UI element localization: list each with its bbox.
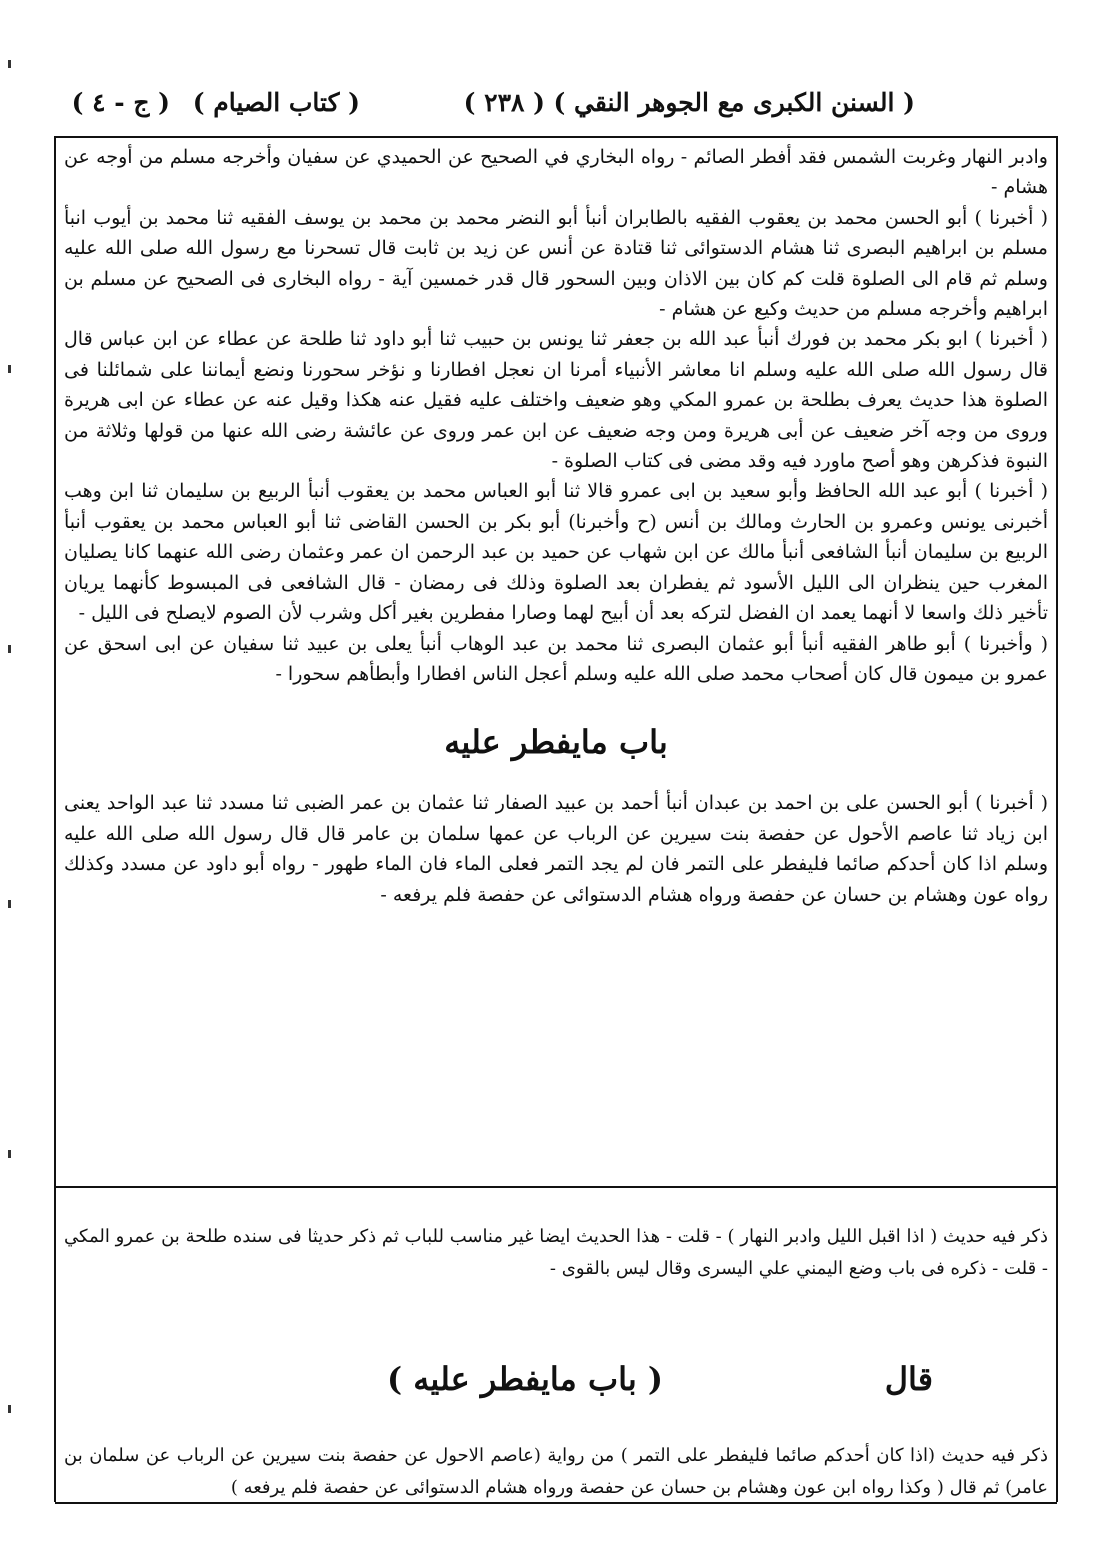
footnote-separator (55, 1186, 1057, 1188)
commentary-paragraph: ذكر فيه حديث ( اذا اقبل الليل وادبر النهار ) - قلت - هذا الحديث ايضا غير مناسب للباب ثم ذكر حديثا فى سنده طلحة بن عمرو المكي - قلت - ذكره فى باب وضع اليمني علي اليسرى وقال ليس بالقوى - (64, 1226, 1048, 1279)
bottom-rule (55, 1502, 1057, 1504)
margin-mark (8, 60, 11, 68)
page-header (71, 88, 915, 132)
commentary-qal: قال (884, 1360, 933, 1398)
margin-mark (8, 1150, 11, 1158)
margin-mark (8, 1405, 11, 1413)
top-rule (55, 136, 1057, 138)
margin-mark (8, 365, 11, 373)
margin-mark (8, 645, 11, 653)
main-text (64, 142, 1048, 910)
section-paragraph: ( أخبرنا ) أبو الحسن على بن احمد بن عبدان أنبأ أحمد بن عبيد الصفار ثنا عثمان بن عمر الضبى ثنا مسدد ثنا عبد الواحد يعنى ابن زياد ثنا عاصم الأحول عن حفصة بنت سيرين عن الرباب عن عمها سلمان بن عامر قال قال رسول الله صلى الله عليه وسلم اذا كان أحدكم صائما فليفطر على التمر فان لم يجد التمر فعلى الماء فان الماء طهور - رواه أبو داود عن مسدد وكذلك رواه عون وهشام بن حسان عن حفصة ورواه هشام الدستوائى عن حفصة فلم يرفعه - (64, 792, 1048, 906)
left-border (54, 136, 56, 1502)
commentary-chapter-title: ( باب مايفطر عليه ) (386, 1360, 663, 1398)
commentary-block-2 (64, 1440, 1048, 1504)
section-heading: باب مايفطر عليه (444, 723, 668, 762)
book-name: ( كتاب الصيام ) (192, 88, 360, 117)
main-paragraph: ( وأخبرنا ) أبو طاهر الفقيه أنبأ أبو عثمان البصرى ثنا محمد بن عبد الوهاب أنبأ يعلى بن عبيد ثنا سفيان عن ابى اسحق عن عمرو بن ميمون قال كان أصحاب محمد صلى الله عليه وسلم أعجل الناس افطارا وأبطأهم سحورا - (64, 632, 1048, 685)
volume-number: ( ج - ٤ ) (71, 88, 170, 117)
main-paragraph: ( أخبرنا ) أبو عبد الله الحافظ وأبو سعيد بن ابى عمرو قالا ثنا أبو العباس محمد بن يعقوب أنبأ الربيع بن سليمان ثنا ابن وهب أخبرنى يونس وعمرو بن الحارث ومالك بن أنس (ح وأخبرنا) أبو بكر بن الحسن القاضى ثنا أبو العباس محمد بن يعقوب أنبأ الربيع بن سليمان أنبأ الشافعى أنبأ مالك عن ابن شهاب عن حميد بن عبد الرحمن ان عمر وعثمان رضى الله عنهما كانا يصليان المغرب حين ينظران الى الليل الأسود ثم يفطران بعد الصلوة وذلك فى رمضان - قال الشافعى فى المبسوط كأنهما يريان تأخير ذلك واسعا لا أنهما يعمد ان الفضل لتركه بعد أن أبيح لهما وصارا مفطرين بغير أكل وشرب لأن الصوم لايصلح فى الليل - (64, 480, 1048, 625)
main-paragraph: ( أخبرنا ) ابو بكر محمد بن فورك أنبأ عبد الله بن جعفر ثنا يونس بن حبيب ثنا أبو داود ثنا طلحة عن عطاء عن ابن عباس قال قال رسول الله صلى الله عليه وسلم انا معاشر الأنبياء أمرنا ان نعجل افطارنا و نؤخر سحورنا ونضع أيماننا على شمائلنا فى الصلوة هذا حديث يعرف بطلحة بن عمرو المكي وهو ضعيف واختلف عليه فقيل عنه هكذا وقيل عنه عن عطاء عن ابى هريرة وروى من وجه آخر ضعيف عن أبى هريرة ومن وجه ضعيف عن ابن عمر وروى عن عائشة رضى الله عنها من قولها وثلاثة من النبوة فذكرهن وهو أصح ماورد فيه وقد مضى فى كتاب الصلوة - (64, 328, 1048, 473)
main-paragraph: ( أخبرنا ) أبو الحسن محمد بن يعقوب الفقيه بالطابران أنبأ أبو النضر محمد بن محمد بن يوسف الفقيه ثنا محمد بن أيوب انبأ مسلم بن ابراهيم البصرى ثنا هشام الدستوائى ثنا قتادة عن أنس عن زيد بن ثابت قال تسحرنا مع رسول الله صلى الله عليه وسلم ثم قام الى الصلوة قلت كم كان بين الاذان وبين السحور قال قدر خمسين آية - رواه البخارى فى الصحيح عن مسلم بن ابراهيم وأخرجه مسلم من حديث وكيع عن هشام - (64, 206, 1048, 321)
commentary-block-1 (64, 1221, 1048, 1285)
commentary-heading (64, 1352, 1048, 1412)
main-paragraph: وادبر النهار وغربت الشمس فقد أفطر الصائم - رواه البخاري في الصحيح عن الحميدي عن سفيان وأخرجه مسلم من أوجه عن هشام - (64, 146, 1048, 199)
page-number: ( ٢٣٨ ) (463, 88, 545, 117)
running-title: ( السنن الكبرى مع الجوهر النقي ) (553, 88, 915, 117)
commentary-paragraph: ذكر فيه حديث (اذا كان أحدكم صائما فليفطر على التمر ) من رواية (عاصم الاحول عن حفصة بنت سيرين عن الرباب عن سلمان بن عامر) ثم قال ( وكذا رواه ابن عون وهشام بن حسان عن حفصة ورواه هشام الدستوائى عن حفصة فلم يرفعه ) (64, 1445, 1048, 1498)
margin-mark (8, 900, 11, 908)
right-border (1056, 136, 1058, 1502)
